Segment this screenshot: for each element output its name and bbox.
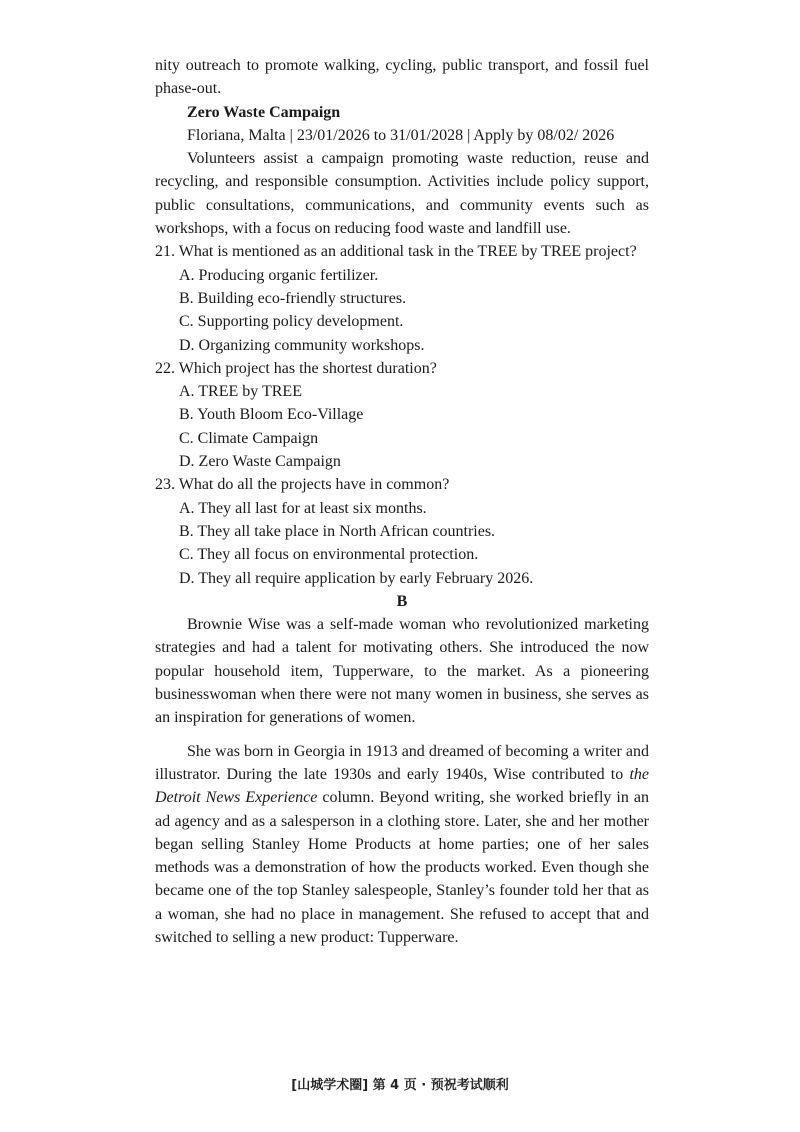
- question-21: [155, 240, 649, 356]
- question-stem: 23. What do all the projects have in common?: [155, 476, 450, 494]
- question-stem: 21. What is mentioned as an additional task in the TREE by TREE project?: [155, 243, 637, 261]
- option-d: D. Zero Waste Campaign: [179, 453, 341, 471]
- option-a: A. They all last for at least six months.: [179, 499, 427, 517]
- option-a: A. TREE by TREE: [179, 383, 302, 401]
- page-content: [155, 54, 649, 949]
- question-23: [155, 473, 649, 589]
- passage-paragraph-2: [155, 740, 649, 950]
- option-b: B. They all take place in North African countries.: [179, 522, 496, 540]
- passage-paragraph-1: Brownie Wise was a self-made woman who revolutionized marketing strategies and had a talent for motivating others. She introduced the now popular household item, Tupperware, to the market. As a pioneering businesswoman when there were not many women in business, she serves as an inspiration for generations of women.: [155, 616, 649, 727]
- option-d: D. They all require application by early February 2026.: [179, 569, 534, 587]
- question-22: [155, 357, 649, 473]
- option-b: B. Youth Bloom Eco-Village: [179, 406, 364, 424]
- page-footer: [山城学术圈] 第 4 页 · 预祝考试顺利: [291, 1078, 509, 1093]
- passage-text: She was born in Georgia in 1913 and dreamed of becoming a writer and illustrator. During the late 1930s and early 1940s, Wise contributed to: [155, 742, 649, 783]
- intro-tail-paragraph: nity outreach to promote walking, cycling, public transport, and fossil fuel phase-out.: [155, 57, 649, 98]
- option-c: C. Supporting policy development.: [179, 313, 404, 331]
- option-a: A. Producing organic fertilizer.: [179, 266, 379, 284]
- option-b: B. Building eco-friendly structures.: [179, 289, 407, 307]
- option-c: C. Climate Campaign: [179, 429, 319, 447]
- section-label: B: [396, 592, 408, 610]
- option-d: D. Organizing community workshops.: [179, 336, 425, 354]
- project-title: Zero Waste Campaign: [187, 103, 341, 121]
- question-stem: 22. Which project has the shortest duration?: [155, 359, 437, 377]
- column-title: the Detroit News Experience: [155, 765, 649, 807]
- passage-text: column. Beyond writing, she worked briefly in an ad agency and as a salesperson in a clothing store. Later, she and her mother began selling Stanley Home Products at home parties; one of her sales methods was a demonstration of how the products worked. Even though she became one of the top Stanley salespeople, Stanley’s founder told her that as a woman, she had no place in management. She refused to accept that and switched to selling a new product: Tupperware.: [155, 789, 650, 946]
- project-meta: Floriana, Malta | 23/01/2026 to 31/01/2028 | Apply by 08/02/ 2026: [187, 126, 615, 144]
- project-description: Volunteers assist a campaign promoting waste reduction, reuse and recycling, and responsible consumption. Activities include policy support, public consultations, communications, and community events such as workshops, with a focus on reducing food waste and landfill use.: [155, 150, 649, 238]
- option-c: C. They all focus on environmental protection.: [179, 546, 479, 564]
